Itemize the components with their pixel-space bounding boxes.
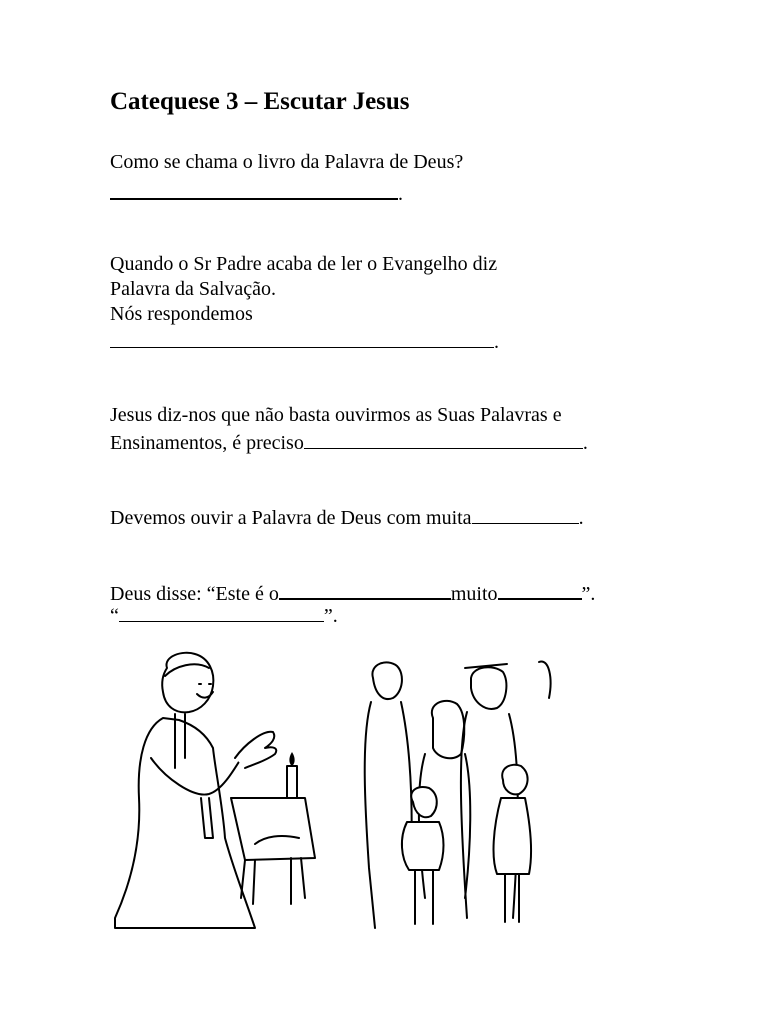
punctuation: . [398, 183, 403, 205]
question-3-line-2 [110, 430, 588, 455]
question-3-text: Ensinamentos, é preciso [110, 432, 304, 454]
answer-blank[interactable] [110, 329, 494, 348]
family-group [365, 661, 551, 928]
question-2-line-2: Palavra da Salvação. [110, 278, 277, 300]
illustration [105, 648, 555, 943]
illustration-drawing [105, 648, 555, 938]
answer-blank[interactable] [110, 180, 398, 200]
question-5-text-c: ”. [581, 583, 596, 605]
question-1-text: Como se chama o livro da Palavra de Deus? [110, 151, 464, 173]
question-1-answer-line [110, 180, 403, 206]
question-4-line [110, 505, 584, 530]
answer-blank[interactable] [119, 603, 324, 622]
question-3-line-1: Jesus diz-nos que não basta ouvirmos as Suas Palavras e [110, 404, 562, 426]
punctuation: . [582, 432, 588, 454]
priest-figure [115, 653, 315, 928]
answer-blank[interactable] [304, 430, 583, 449]
question-2-line-3: Nós respondemos [110, 303, 253, 325]
punctuation: . [494, 331, 499, 353]
answer-blank[interactable] [279, 580, 451, 600]
question-2-line-1: Quando o Sr Padre acaba de ler o Evangelho diz [110, 253, 498, 275]
question-2-answer-line [110, 329, 499, 354]
page-title: Catequese 3 – Escutar Jesus [110, 88, 410, 115]
question-5-text-b: muito [450, 583, 498, 605]
answer-blank[interactable] [472, 505, 579, 524]
question-5-line-2 [110, 603, 338, 628]
question-4-text: Devemos ouvir a Palavra de Deus com muita [110, 507, 472, 529]
punctuation: . [578, 507, 584, 529]
answer-blank[interactable] [498, 580, 582, 600]
quote-close: ”. [323, 605, 338, 627]
quote-open: “ [110, 605, 119, 627]
question-5-text-a: Deus disse: “Este é o [110, 583, 279, 605]
